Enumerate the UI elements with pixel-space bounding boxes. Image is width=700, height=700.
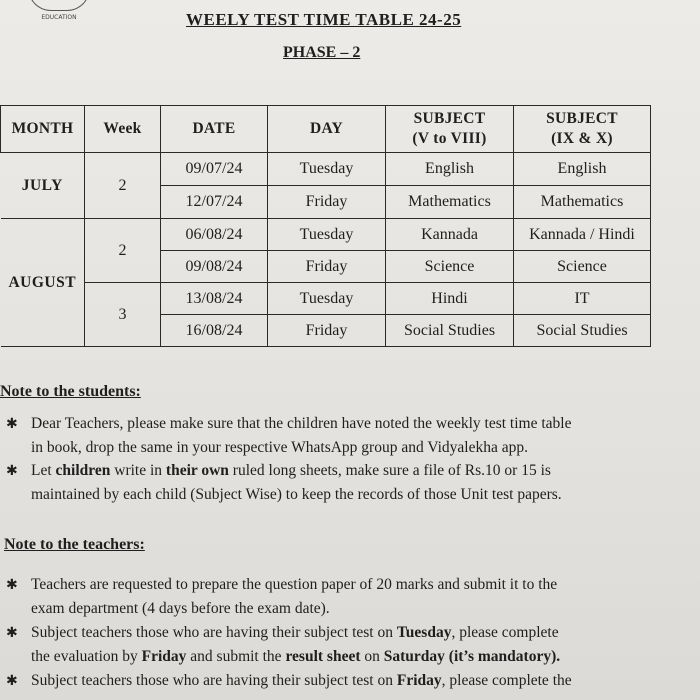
- day-cell: Tuesday: [268, 219, 386, 251]
- document-title: WEELY TEST TIME TABLE 24-25: [186, 10, 462, 29]
- month-cell-july: JULY: [1, 153, 85, 219]
- header-subject-ix-x: SUBJECT (IX & X): [514, 106, 651, 153]
- list-item: ✱ Subject teachers those who are having their subject test on Friday, please complete the: [6, 669, 686, 697]
- asterisk-icon: ✱: [6, 463, 18, 479]
- date-cell: 09/07/24: [161, 153, 268, 186]
- subject-v-viii-cell: English: [386, 153, 514, 186]
- table-row: [1, 219, 651, 251]
- day-cell: Friday: [268, 251, 386, 283]
- subject-ix-x-cell: Social Studies: [514, 315, 651, 347]
- header-month: MONTH: [1, 106, 85, 153]
- header-subject-v-viii: SUBJECT (V to VIII): [386, 106, 514, 153]
- timetable: [0, 105, 651, 347]
- table-row: [1, 283, 651, 315]
- date-cell: 13/08/24: [161, 283, 268, 315]
- day-cell: Tuesday: [268, 153, 386, 186]
- subject-v-viii-cell: Science: [386, 251, 514, 283]
- subject-ix-x-cell: English: [514, 153, 651, 186]
- month-cell-august: AUGUST: [1, 219, 85, 347]
- day-cell: Tuesday: [268, 283, 386, 315]
- date-cell: 06/08/24: [161, 219, 268, 251]
- table-header-row: [1, 106, 651, 153]
- subject-ix-x-cell: Kannada / Hindi: [514, 219, 651, 251]
- subject-ix-x-cell: IT: [514, 283, 651, 315]
- table-row: [1, 153, 651, 186]
- week-cell: 2: [85, 153, 161, 219]
- header-date: DATE: [161, 106, 268, 153]
- header-day: DAY: [268, 106, 386, 153]
- day-cell: Friday: [268, 315, 386, 347]
- list-item: ✱ Let children write in their own ruled long sheets, make sure a file of Rs.10 or 15 is maintained by each child (Subject Wise) to keep the records of those Unit test papers.: [6, 459, 686, 507]
- asterisk-icon: ✱: [6, 577, 18, 593]
- day-cell: Friday: [268, 186, 386, 219]
- phase-heading: PHASE – 2: [283, 44, 361, 61]
- teachers-note-heading: Note to the teachers:: [4, 536, 145, 553]
- week-cell: 3: [85, 283, 161, 347]
- subject-ix-x-cell: Mathematics: [514, 186, 651, 219]
- subject-ix-x-cell: Science: [514, 251, 651, 283]
- school-seal-stamp: EDUCATION: [28, 0, 90, 11]
- date-cell: 16/08/24: [161, 315, 268, 347]
- week-cell: 2: [85, 219, 161, 283]
- students-note-heading: Note to the students:: [0, 383, 141, 400]
- asterisk-icon: ✱: [6, 673, 18, 689]
- subject-v-viii-cell: Social Studies: [386, 315, 514, 347]
- list-item: ✱ Subject teachers those who are having their subject test on Tuesday, please complete the evaluation by Friday and submit the result sheet on Saturday (it’s mandatory).: [6, 621, 686, 669]
- date-cell: 12/07/24: [161, 186, 268, 219]
- list-item: ✱ Dear Teachers, please make sure that the children have noted the weekly test time table in book, drop the same in your respective WhatsApp group and Vidyalekha app.: [6, 412, 686, 460]
- date-cell: 09/08/24: [161, 251, 268, 283]
- subject-v-viii-cell: Hindi: [386, 283, 514, 315]
- subject-v-viii-cell: Kannada: [386, 219, 514, 251]
- header-week: Week: [85, 106, 161, 153]
- subject-v-viii-cell: Mathematics: [386, 186, 514, 219]
- asterisk-icon: ✱: [6, 625, 18, 641]
- list-item: ✱ Teachers are requested to prepare the question paper of 20 marks and submit it to the exam department (4 days before the exam date).: [6, 573, 686, 621]
- asterisk-icon: ✱: [6, 416, 18, 432]
